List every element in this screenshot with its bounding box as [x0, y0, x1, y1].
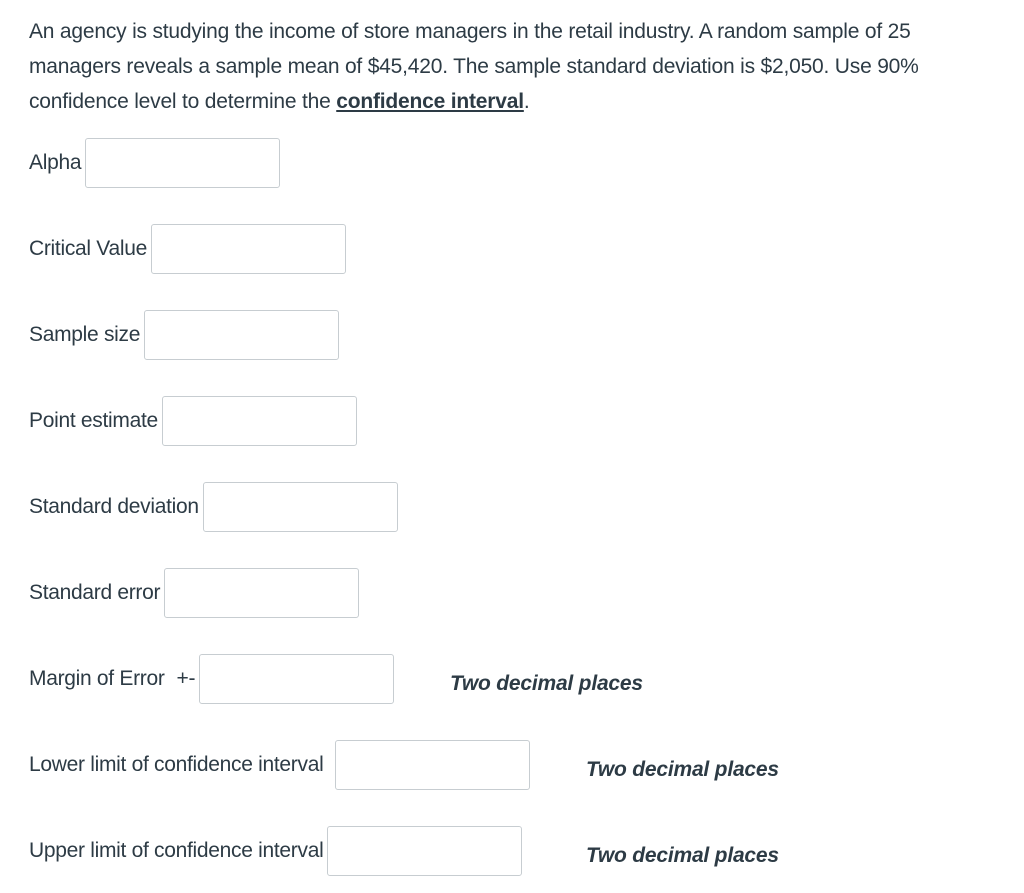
sample-size-row	[29, 308, 339, 362]
standard-deviation-input[interactable]	[203, 482, 398, 532]
sample-size-input[interactable]	[144, 310, 339, 360]
sample-size-label: Sample size	[29, 323, 141, 346]
alpha-row	[29, 136, 280, 190]
standard-error-row	[29, 566, 359, 620]
margin-of-error-row	[29, 652, 394, 706]
standard-error-label: Standard error	[29, 581, 161, 604]
critical-value-label: Critical Value	[29, 237, 147, 260]
upper-limit-note: Two decimal places	[586, 844, 779, 867]
alpha-label: Alpha	[29, 151, 82, 174]
question-text	[29, 14, 989, 119]
lower-limit-input[interactable]	[335, 740, 530, 790]
standard-deviation-row	[29, 480, 398, 534]
critical-value-row	[29, 222, 346, 276]
margin-of-error-input[interactable]	[199, 654, 394, 704]
upper-limit-row	[29, 824, 522, 878]
plus-minus-label: +-	[176, 667, 196, 690]
point-estimate-label: Point estimate	[29, 409, 158, 432]
margin-of-error-label: Margin of Error	[29, 667, 165, 690]
lower-limit-note: Two decimal places	[586, 758, 779, 781]
question-body: An agency is studying the income of store managers in the retail industry. A random sample of 25 managers reveals a sample mean of $45,420. The sample standard deviation is $2,050. Use 90% confidence level to determine the	[29, 20, 919, 113]
critical-value-input[interactable]	[151, 224, 346, 274]
margin-of-error-note: Two decimal places	[450, 672, 643, 695]
upper-limit-label: Upper limit of confidence interval	[29, 839, 324, 862]
point-estimate-input[interactable]	[162, 396, 357, 446]
confidence-interval-link[interactable]: confidence interval	[336, 90, 524, 113]
lower-limit-row	[29, 738, 530, 792]
alpha-input[interactable]	[85, 138, 280, 188]
standard-deviation-label: Standard deviation	[29, 495, 199, 518]
point-estimate-row	[29, 394, 357, 448]
standard-error-input[interactable]	[164, 568, 359, 618]
upper-limit-input[interactable]	[327, 826, 522, 876]
lower-limit-label: Lower limit of confidence interval	[29, 753, 324, 776]
question-end: .	[523, 90, 530, 113]
